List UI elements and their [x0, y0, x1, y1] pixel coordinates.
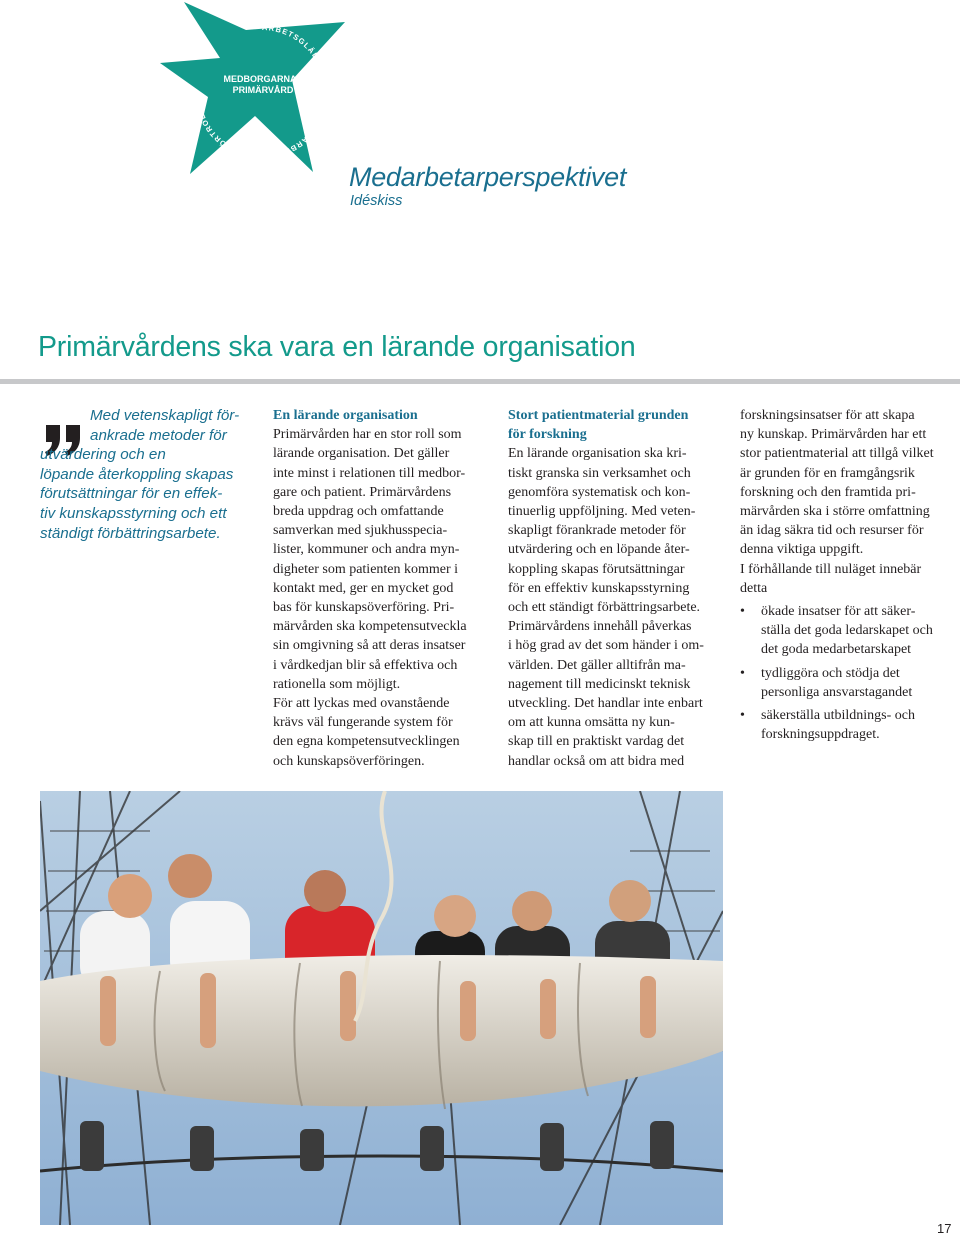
body-line: tiskt granska sin verksamhet och: [508, 465, 691, 481]
pull-quote-line: löpande återkoppling skapas: [40, 465, 234, 483]
bullet-item: [740, 706, 958, 744]
pull-quote-line: tiv kunskapsstyrning och ett: [40, 504, 227, 522]
body-line: forskning och den framtida pri-: [740, 484, 916, 500]
document-subtitle: Idéskiss: [350, 193, 403, 209]
body-line: tinuerlig uppföljning. Med veten-: [508, 504, 696, 520]
body-line: inte minst i relationen till medbor-: [273, 465, 466, 481]
pull-quote-line: Med vetenskapligt för-: [90, 407, 240, 424]
column-research: [508, 406, 723, 771]
body-line: skap till en praktiskt vardag det: [508, 734, 685, 750]
bullet-icon: •: [740, 604, 745, 620]
body-line: digheter som patienten kommer i: [273, 561, 459, 577]
body-line: denna viktiga uppgift.: [740, 542, 864, 558]
column-heading: Stort patientmaterial grunden: [508, 408, 689, 423]
logo-line2: PRIMÄRVÅRD: [232, 85, 294, 95]
body-line: världen. Det gäller alltifrån ma-: [508, 657, 686, 673]
body-line: breda uppdrag och omfattande: [273, 504, 444, 520]
logo-ring-text: ARBETSGLÄDJE FÖRTROENDE ARBETSGLÄDJE FÖRTROENDE: [192, 22, 332, 162]
body-line: än idag säkra tid och resurser för: [740, 523, 924, 539]
column-heading: för forskning: [508, 427, 587, 443]
body-line: lister, kommuner och andra myn-: [273, 542, 460, 558]
document-title: Medarbetarperspektivet: [349, 162, 627, 192]
pull-quote-line: förutsättningar för en effek-: [40, 485, 223, 503]
body-line: gare och patient. Primärvårdens: [273, 484, 452, 500]
body-line: ny kunskap. Primärvården har ett: [740, 427, 927, 443]
pull-quote: [40, 406, 258, 543]
bullet-line: ökade insatser för att säker-: [761, 604, 916, 620]
logo-line1: MEDBORGARNAS: [223, 74, 303, 84]
body-line: utveckling. Det handlar inte enbart: [508, 696, 703, 712]
bullet-line: forskningsuppdraget.: [761, 727, 880, 743]
body-line: den egna kompetensutvecklingen: [273, 734, 460, 750]
horizontal-rule: [0, 379, 960, 384]
page-number: 17: [937, 1221, 952, 1236]
bullet-line: det goda medarbetarskapet: [761, 642, 912, 658]
body-line: En lärande organisation ska kri-: [508, 446, 687, 462]
column-continuation: [740, 406, 958, 744]
body-line: samverkan med sjukhusspecia-: [273, 523, 448, 539]
body-line: detta: [740, 580, 768, 596]
body-line: utvärdering och en löpande åter-: [508, 542, 690, 558]
bullet-item: [740, 602, 958, 660]
body-line: för en effektiv kunskapsstyrning: [508, 580, 690, 596]
body-line: märvården ska kompetensutveckla: [273, 619, 467, 635]
body-line: I förhållande till nuläget innebär: [740, 561, 922, 577]
body-line: krävs väl fungerande system för: [273, 715, 453, 731]
body-line: skapligt förankrade metoder för: [508, 523, 686, 539]
body-line: forskningsinsatser för att skapa: [740, 408, 915, 423]
body-line: och ett ständigt förbättringsarbete.: [508, 600, 701, 616]
column-learning-organisation: [273, 406, 488, 771]
body-line: rationella som möjligt.: [273, 676, 401, 692]
photo-sailors-on-yard: [40, 791, 723, 1225]
body-line: stor patientmaterial att tillgå vilket: [740, 446, 934, 462]
bullet-line: säkerställa utbildnings- och: [761, 708, 915, 724]
bullet-line: tydliggöra och stödja det: [761, 665, 900, 681]
body-line: nagement till medicinskt teknisk: [508, 676, 691, 692]
body-line: i vårdkedjan blir så effektiva och: [273, 657, 458, 673]
body-line: Primärvårdens innehåll påverkas: [508, 619, 692, 635]
bullet-line: personliga ansvarstagandet: [761, 684, 913, 700]
body-line: i hög grad av det som händer i om-: [508, 638, 704, 654]
pull-quote-line: ankrade metoder för: [90, 426, 227, 444]
body-line: Primärvården har en stor roll som: [273, 427, 462, 443]
pull-quote-line: ständigt förbättringsarbete.: [40, 524, 221, 542]
column-heading: En lärande organisation: [273, 408, 418, 423]
body-line: koppling skapas förutsättningar: [508, 561, 685, 577]
body-line: kontakt med, ger en mycket god: [273, 580, 454, 596]
bullet-line: ställa det goda ledarskapet och: [761, 623, 933, 639]
body-line: och kunskapsöverföringen.: [273, 753, 425, 769]
body-line: om att kunna omsätta ny kun-: [508, 715, 675, 731]
pull-quote-line: utvärdering och en: [40, 446, 166, 464]
body-line: sin omgivning så att deras insatser: [273, 638, 466, 654]
bullet-icon: •: [740, 708, 745, 724]
body-line: genomföra systematisk och kon-: [508, 484, 691, 500]
body-line: är grunden för en framgångsrik: [740, 465, 915, 481]
bullet-item: [740, 664, 958, 702]
logo-star: [150, 0, 360, 175]
bullet-icon: •: [740, 665, 745, 681]
body-line: märvården ska i större omfattning: [740, 504, 930, 520]
body-line: För att lyckas med ovanstående: [273, 696, 450, 712]
body-line: bas för kunskapsöverföring. Pri-: [273, 600, 455, 616]
body-line: handlar också om att bidra med: [508, 753, 685, 769]
main-heading: Primärvårdens ska vara en lärande organisation: [38, 331, 636, 363]
body-line: lärande organisation. Det gäller: [273, 446, 450, 462]
